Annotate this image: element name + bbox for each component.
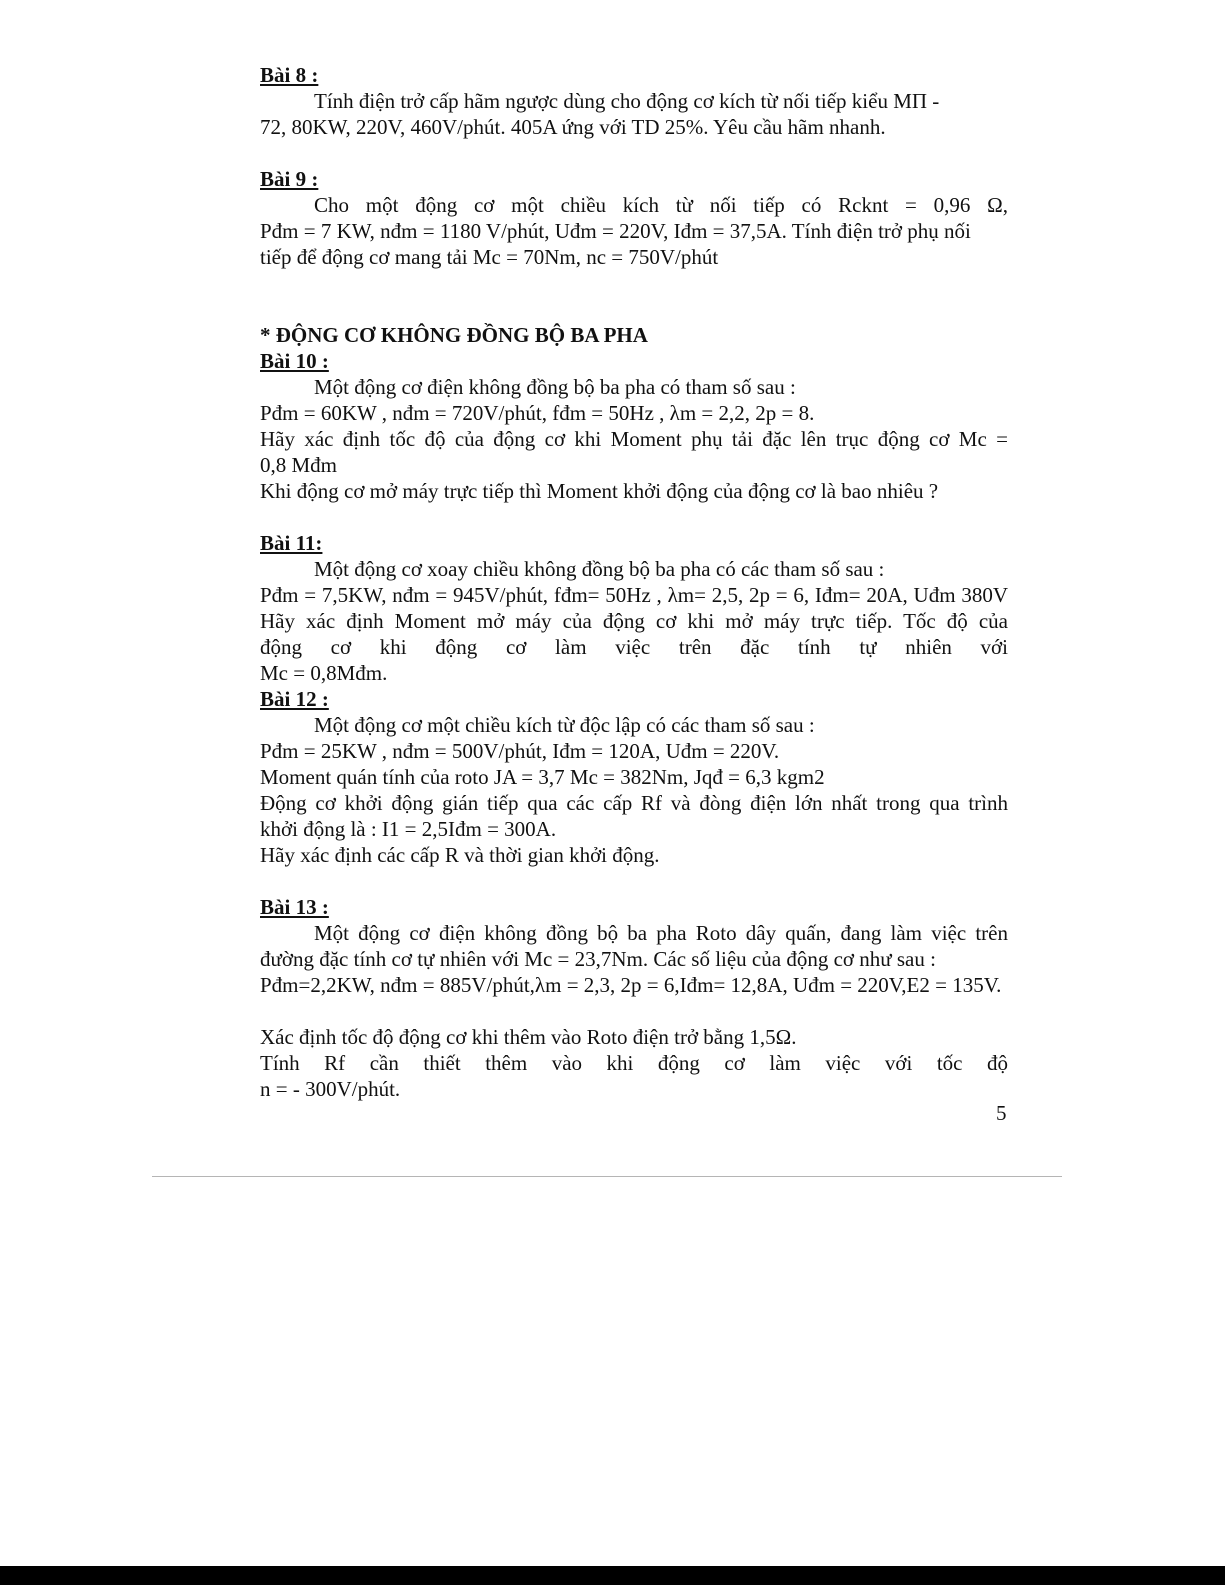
problem-11-line-4: động cơ khi động cơ làm việc trên đặc tính tự nhiên với bbox=[260, 635, 1008, 659]
problem-11-line-1: Một động cơ xoay chiều không đồng bộ ba pha có các tham số sau : bbox=[314, 557, 885, 581]
problem-12-line-2: Pđm = 25KW , nđm = 500V/phút, Iđm = 120A, Uđm = 220V. bbox=[260, 739, 780, 763]
problem-13-line-5: Tính Rf cần thiết thêm vào khi động cơ làm việc với tốc độ bbox=[260, 1051, 1008, 1075]
document-page bbox=[260, 62, 1008, 1102]
problem-8-line-1: Tính điện trở cấp hãm ngược dùng cho động cơ kích từ nối tiếp kiểu MΠ - bbox=[314, 89, 940, 113]
problem-11-heading: Bài 11: bbox=[260, 531, 323, 555]
problem-11-line-3: Hãy xác định Moment mở máy của động cơ khi mở máy trực tiếp. Tốc độ của bbox=[260, 609, 1008, 633]
problem-12-line-4: Động cơ khởi động gián tiếp qua các cấp Rf và đòng điện lớn nhất trong qua trình bbox=[260, 791, 1008, 815]
page-separator bbox=[152, 1176, 1062, 1177]
problem-11-line-2: Pđm = 7,5KW, nđm = 945V/phút, fđm= 50Hz , λm= 2,5, 2p = 6, Iđm= 20A, Uđm 380V bbox=[260, 583, 1008, 607]
problem-10-line-3: Hãy xác định tốc độ của động cơ khi Moment phụ tải đặc lên trục động cơ Mc = bbox=[260, 427, 1008, 451]
problem-9-heading: Bài 9 : bbox=[260, 167, 319, 191]
problem-13-line-2: đường đặc tính cơ tự nhiên với Mc = 23,7Nm. Các số liệu của động cơ như sau : bbox=[260, 947, 936, 971]
problem-9-line-2: Pđm = 7 KW, nđm = 1180 V/phút, Uđm = 220V, Iđm = 37,5A. Tính điện trở phụ nối bbox=[260, 219, 971, 243]
problem-12-heading: Bài 12 : bbox=[260, 687, 329, 711]
problem-10-line-5: Khi động cơ mở máy trực tiếp thì Moment khởi động của động cơ là bao nhiêu ? bbox=[260, 479, 939, 503]
problem-13-heading: Bài 13 : bbox=[260, 895, 329, 919]
problem-8-heading: Bài 8 : bbox=[260, 63, 319, 87]
problem-10-line-1: Một động cơ điện không đồng bộ ba pha có tham số sau : bbox=[314, 375, 796, 399]
problem-10-line-4: 0,8 Mđm bbox=[260, 453, 338, 477]
problem-8-line-2: 72, 80KW, 220V, 460V/phút. 405A ứng với TD 25%. Yêu cầu hãm nhanh. bbox=[260, 115, 886, 139]
problem-13-line-4: Xác định tốc độ động cơ khi thêm vào Roto điện trở bằng 1,5Ω. bbox=[260, 1025, 797, 1049]
problem-12-line-1: Một động cơ một chiều kích từ độc lập có các tham số sau : bbox=[314, 713, 815, 737]
problem-9-line-1: Cho một động cơ một chiều kích từ nối tiếp có Rcknt = 0,96 Ω, bbox=[314, 193, 1008, 217]
problem-10-line-2: Pđm = 60KW , nđm = 720V/phút, fđm = 50Hz , λm = 2,2, 2p = 8. bbox=[260, 401, 815, 425]
problem-13-line-3: Pđm=2,2KW, nđm = 885V/phút,λm = 2,3, 2p = 6,Iđm= 12,8A, Uđm = 220V,E2 = 135V. bbox=[260, 973, 1002, 997]
problem-12-line-6: Hãy xác định các cấp R và thời gian khởi động. bbox=[260, 843, 660, 867]
problem-13-line-1: Một động cơ điện không đồng bộ ba pha Roto dây quấn, đang làm việc trên bbox=[314, 921, 1008, 945]
bottom-edge-bar bbox=[0, 1566, 1225, 1585]
section-title: * ĐỘNG CƠ KHÔNG ĐỒNG BỘ BA PHA bbox=[260, 323, 648, 347]
problem-9-line-3: tiếp để động cơ mang tải Mc = 70Nm, nc = 750V/phút bbox=[260, 245, 719, 269]
problem-10-heading: Bài 10 : bbox=[260, 349, 329, 373]
page-number: 5 bbox=[996, 1101, 1007, 1125]
problem-12-line-3: Moment quán tính của roto JA = 3,7 Mc = 382Nm, Jqđ = 6,3 kgm2 bbox=[260, 765, 825, 789]
problem-11-line-5: Mc = 0,8Mđm. bbox=[260, 661, 388, 685]
problem-12-line-5: khởi động là : I1 = 2,5Iđm = 300A. bbox=[260, 817, 557, 841]
problem-13-line-6: n = - 300V/phút. bbox=[260, 1077, 401, 1101]
